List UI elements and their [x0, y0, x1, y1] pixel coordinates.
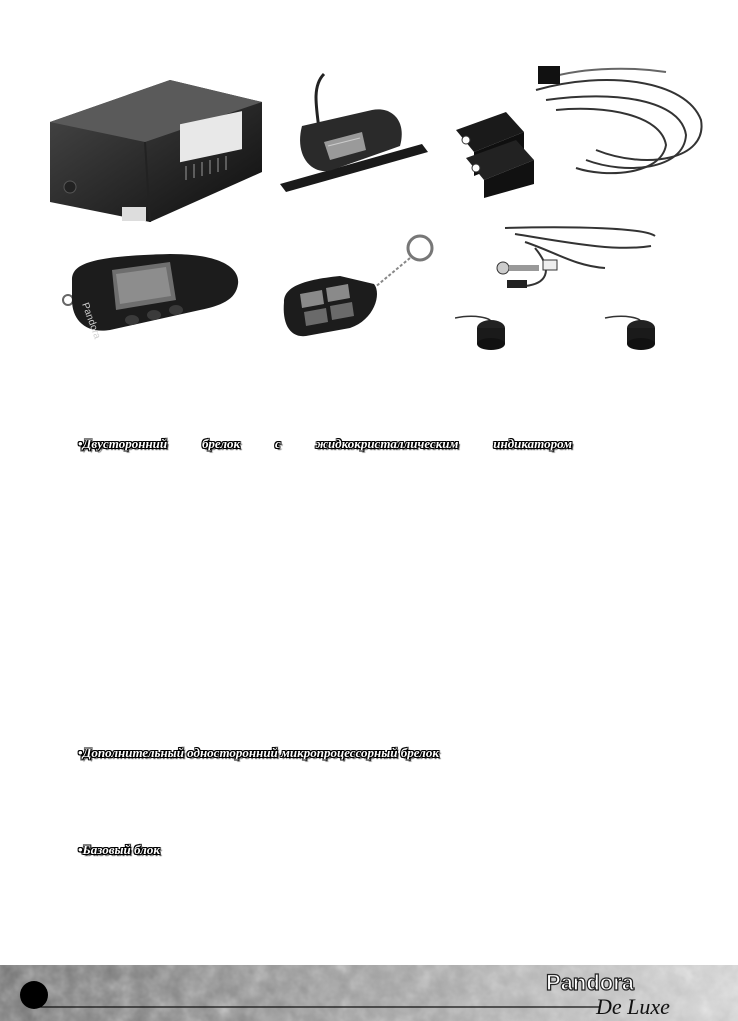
logo-subtext: De Luxe: [596, 994, 670, 1018]
svg-text:Pandora: Pandora: [79, 301, 103, 341]
base-unit-heading: •Базовый блок: [78, 842, 160, 857]
base-unit-image: [40, 62, 270, 232]
two-way-fob-heading: •Двусторонний брелок с жидкокристаллическим индикатором: [78, 436, 572, 451]
transceiver-image: [272, 66, 437, 206]
lcd-fob-image: [50, 240, 245, 345]
black-circle-icon: [20, 981, 48, 1009]
product-photos: [0, 0, 738, 400]
logo-text: Pandora: [546, 970, 635, 995]
extra-fob-heading: •Дополнительный односторонний микропроцессорный брелок: [78, 745, 439, 760]
brand-logo: [538, 968, 708, 1018]
extra-fob-image: [270, 232, 440, 347]
relay-harness-image: [446, 60, 711, 200]
sensors-image: [455, 222, 705, 357]
